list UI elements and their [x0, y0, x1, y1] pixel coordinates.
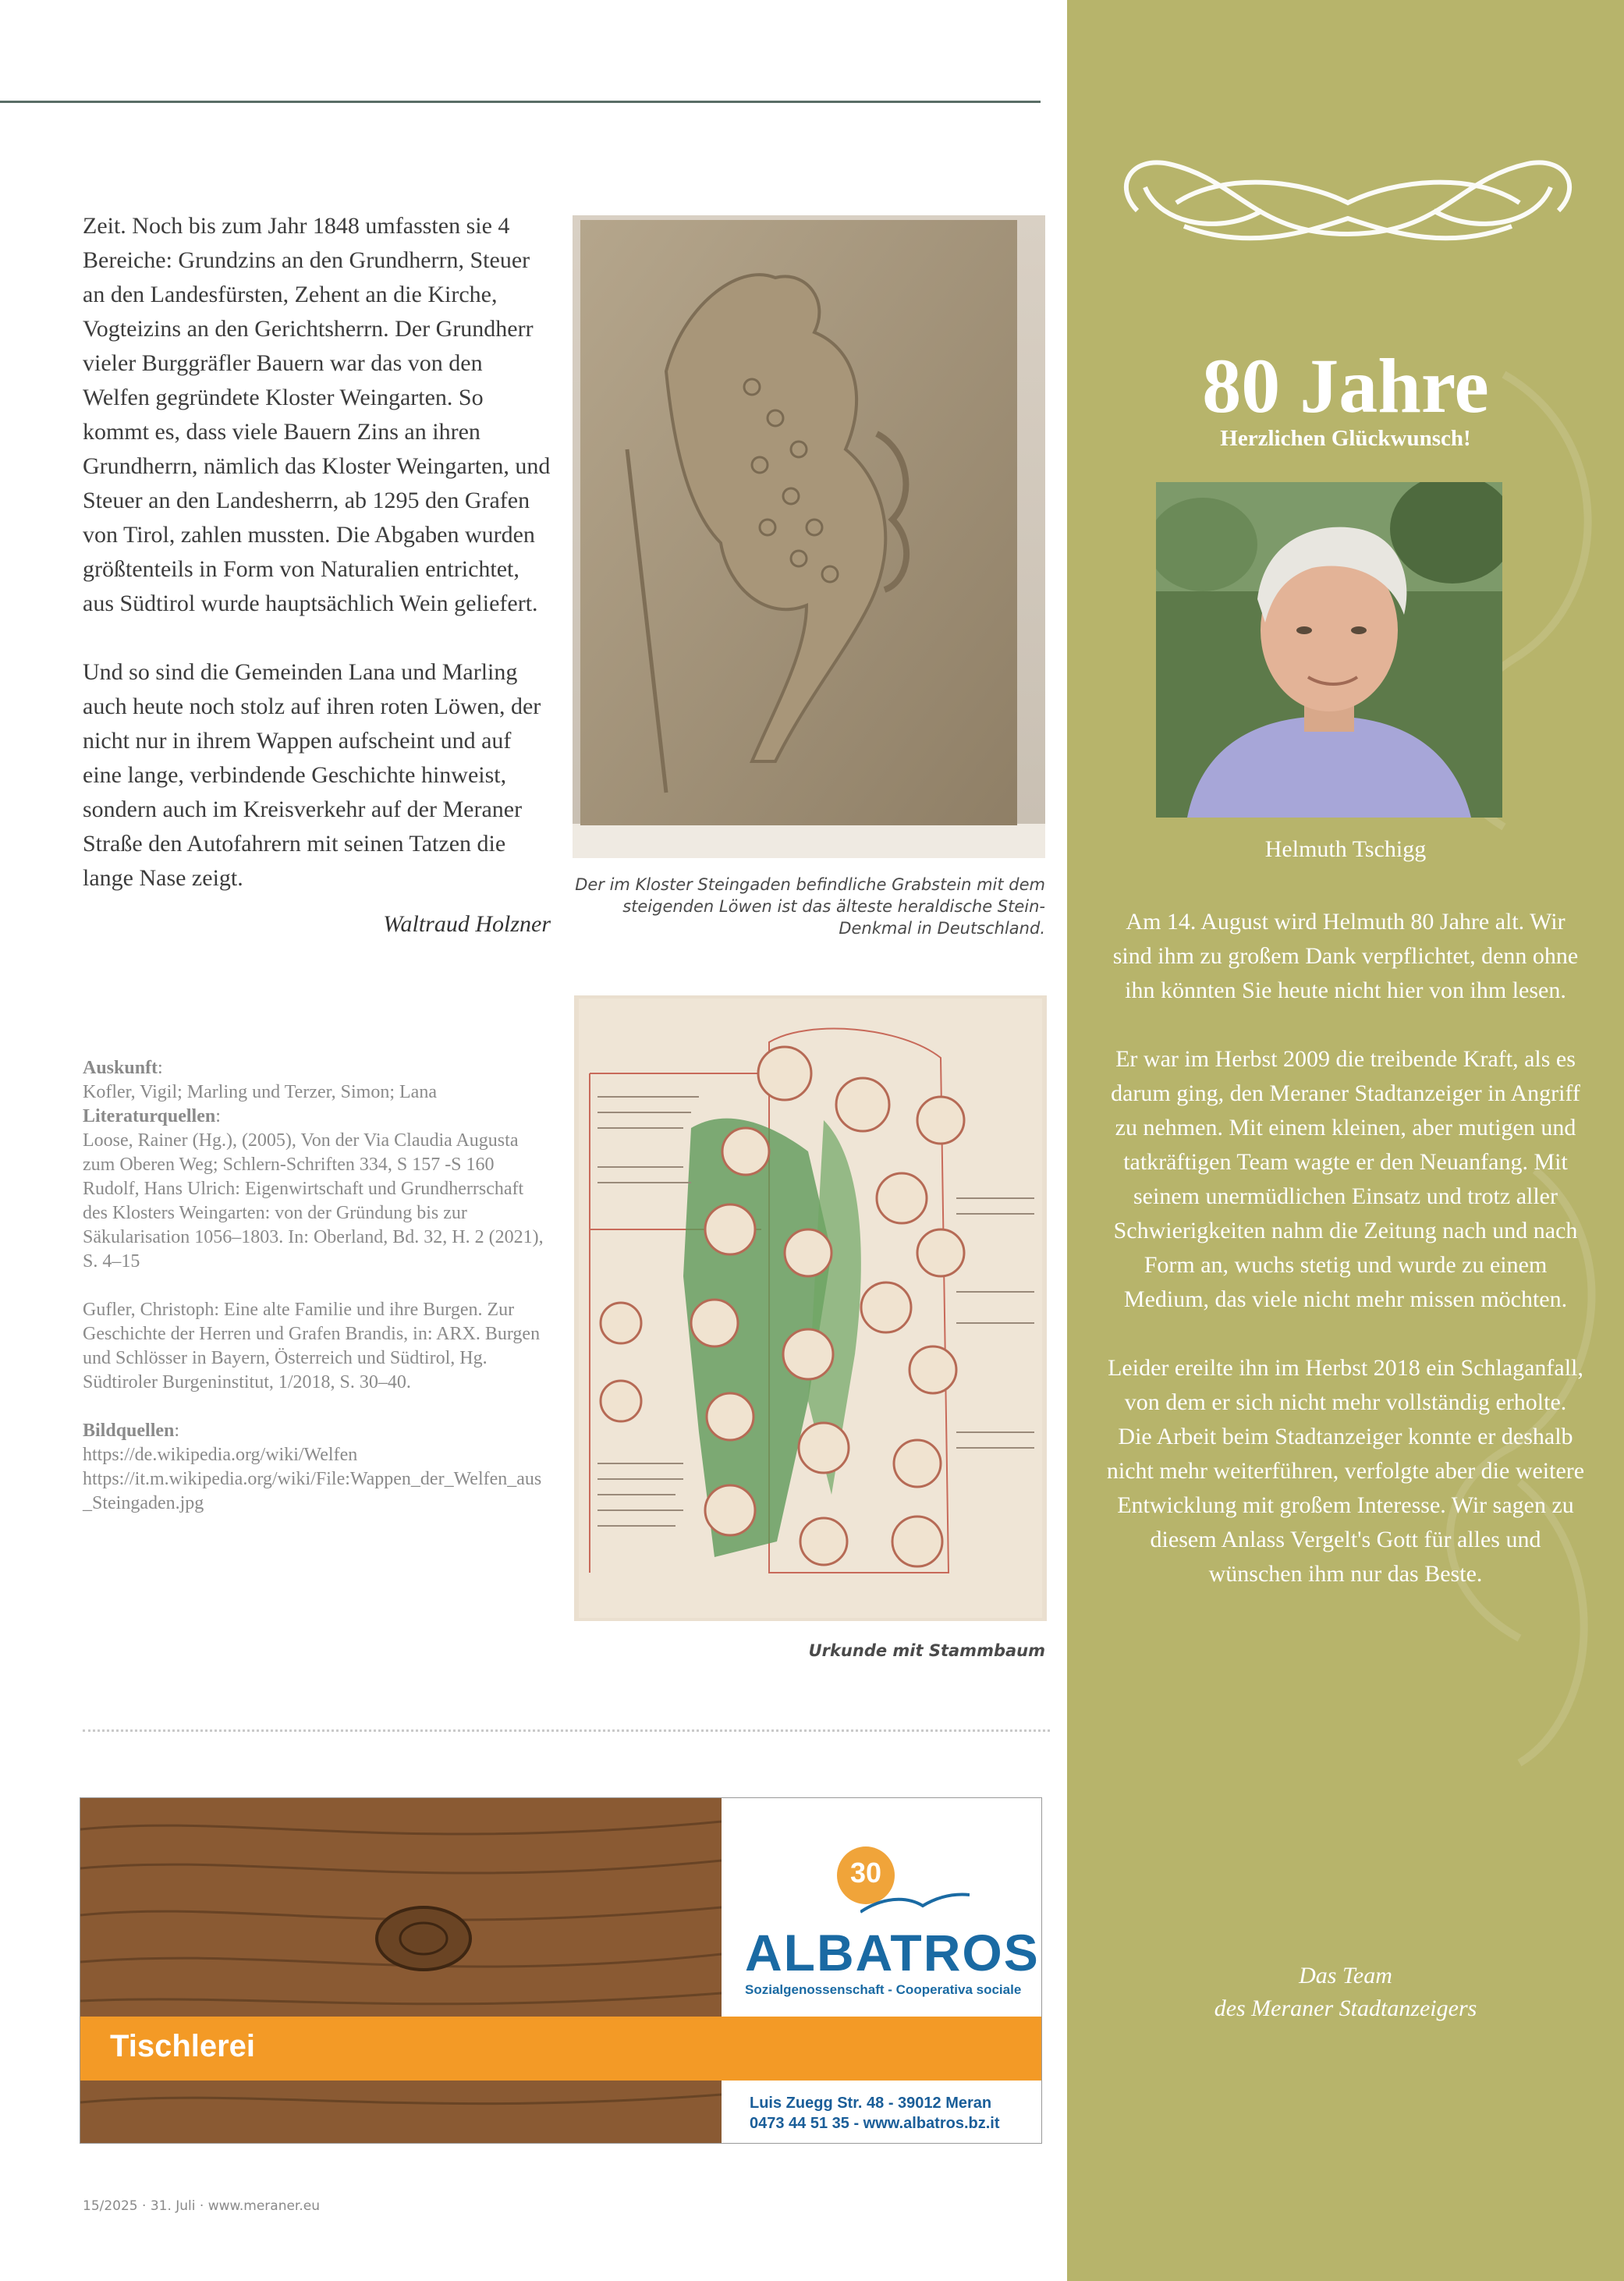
image-caption: Urkunde mit Stammbaum [808, 1641, 1045, 1660]
sidebar-signature: Das Team des Meraner Stadtanzeigers [1214, 1963, 1477, 2021]
sources-label-literatur: Literaturquellen [83, 1106, 216, 1126]
source-entry: Loose, Rainer (Hg.), (2005), Von der Via Claudia Augusta zum Oberen Weg; Schlern-Schriften 334, S 157 -S 160 [83, 1130, 519, 1175]
image-caption: Der im Kloster Steingaden befindliche Grabstein mit dem steigenden Löwen ist das älteste heraldische Stein-Denkmal in Deutschland. [575, 875, 1045, 938]
article-author: Waltraud Holzner [383, 911, 551, 937]
ad-brand-name: ALBATROS [745, 1924, 1040, 1981]
section-divider [83, 1729, 1050, 1732]
source-link: https://de.wikipedia.org/wiki/Welfen [83, 1445, 358, 1465]
article-paragraph: Und so sind die Gemeinden Lana und Marling auch heute noch stolz auf ihren roten Löwen, der nicht nur in ihrem Wappen aufscheint und auf eine lange, verbindende Geschichte hinweist, sondern auch im Kreisverkehr auf der Meraner Straße den Autofahrern mit seinen Tatzen die lange Nase zeigt. [83, 659, 541, 891]
top-rule [0, 101, 1041, 103]
source-entry: Rudolf, Hans Ulrich: Eigenwirtschaft und Grundherrschaft des Klosters Weingarten: von der Gründung bis zur Säkularisation 1056–1803. In: Oberland, Bd. 32, H. 2 (2021), S. 4–15 [83, 1179, 544, 1272]
person-name: Helmuth Tschigg [1264, 836, 1427, 862]
albatros-advertisement [80, 1797, 1042, 2144]
sources-label-auskunft: Auskunft [83, 1058, 158, 1078]
sidebar-paragraph: Leider ereilte ihn im Herbst 2018 ein Schlaganfall, von dem er sich nicht mehr vollständig erholte. Die Arbeit beim Stadtanzeiger konnte er deshalb nicht mehr weiterführen, verfolgte aber die weitere Entwicklung mit großem Interesse. Wir sagen zu diesem Anlass Vergelt's Gott für alles und wünschen ihm nur das Beste. [1106, 1355, 1585, 1587]
sidebar-paragraph: Er war im Herbst 2009 die treibende Kraft, als es darum ging, den Meraner Stadtanzeiger in Angriff zu nehmen. Mit einem kleinen, aber mutigen und tatkräftigen Team wagte er den Neuanfang. Mit seinem unermüdlichen Einsatz und trotz aller Schwierigkeiten nahm die Zeitung nach und nach Form an, wuchs stetig und wurde zu einem Medium, das viele nicht mehr missen möchten. [1111, 1046, 1580, 1312]
ad-subtitle: Sozialgenossenschaft - Cooperativa sociale [745, 1982, 1022, 1997]
albatros-bird-icon [860, 1889, 970, 1920]
birthday-sidebar [1067, 0, 1624, 2281]
page-footer: 15/2025 · 31. Juli · www.meraner.eu [83, 2198, 320, 2214]
sidebar-paragraph: Am 14. August wird Helmuth 80 Jahre alt. Wir sind ihm zu großem Dank verpflichtet, denn ohne ihn könnten Sie heute nicht hier von ihm lesen. [1112, 909, 1579, 1003]
article-paragraph: Zeit. Noch bis zum Jahr 1848 umfassten sie 4 Bereiche: Grundzins an den Grundherrn, Steuer an den Landesfürsten, Zehent an die Kirche, Vogteizins an den Gerichtsherrn. Der Grundherr vieler Burggräfler Bauern war das von den Welfen gegründete Kloster Weingarten. So kommt es, dass viele Bauern Zins an ihren Grundherrn, nämlich das Kloster Weingarten, und Steuer an den Landesherrn, ab 1295 den Grafen von Tirol, zahlen mussten. Die Abgaben wurden größtenteils in Form von Naturalien entrichtet, aus Südtirol wurde hauptsächlich Wein geliefert. [83, 213, 551, 616]
source-entry: Gufler, Christoph: Eine alte Familie und ihre Burgen. Zur Geschichte der Herren und Grafen Brandis, in: ARX. Burgen und Schlösser in Bayern, Österreich und Südtirol, Hg. Südtiroler Burgeninstitut, 1/2018, S. 30–40. [83, 1300, 541, 1392]
sources-block: Auskunft: Kofler, Vigil; Marling und Terzer, Simon; Lana Literaturquellen: Loose, Rainer (Hg.), (2005), Von der Via Claudia Augusta zum Oberen Weg; Schlern-Schriften 334, S 157 -S 160 Rudolf, Hans Ulrich: Eigenwirtschaft und Grundherrschaft des Klosters Weingarten: von der Gründung bis zur Säkularisation 1056–1803. In: Oberland, Bd. 32, H. 2 (2021), S. 4–15 Gufler, Christoph: Eine alte Familie und ihre Burgen. Zur Geschichte der Herren und Grafen Brandis, in: ARX. Burgen und Schlösser in Bayern, Österreich und Südtirol, Hg. Südtiroler Burgeninstitut, 1/2018, S. 30–40. Bildquellen: https://de.wikipedia.org/wiki/Welfen https://it.m.wikipedia.org/wiki/File:Wappen_der_Welfen_aus_Steingaden.jpg [83, 1056, 551, 1516]
sidebar-text [1106, 905, 1585, 1591]
source-entry: Kofler, Vigil; Marling und Terzer, Simon; Lana [83, 1082, 437, 1102]
portrait-photo [1156, 482, 1502, 818]
sidebar-subtitle: Herzlichen Glückwunsch! [1220, 426, 1471, 451]
wood-texture-image [80, 1798, 722, 2143]
anniversary-badge: 30 [837, 1846, 895, 1904]
ad-band-label: Tischlerei [110, 2029, 256, 2063]
source-link: https://it.m.wikipedia.org/wiki/File:Wappen_der_Welfen_aus_Steingaden.jpg [83, 1469, 542, 1513]
lion-gravestone-image [573, 215, 1045, 858]
ad-orange-band [80, 2017, 1041, 2081]
family-tree-manuscript-image [574, 995, 1047, 1621]
ad-address: Luis Zuegg Str. 48 - 39012 Meran 0473 44 51 35 - www.albatros.bz.it [750, 2095, 1000, 2132]
sources-label-bild: Bildquellen [83, 1421, 175, 1441]
article-body [83, 209, 551, 938]
sidebar-title: 80 Jahre [1202, 342, 1489, 429]
